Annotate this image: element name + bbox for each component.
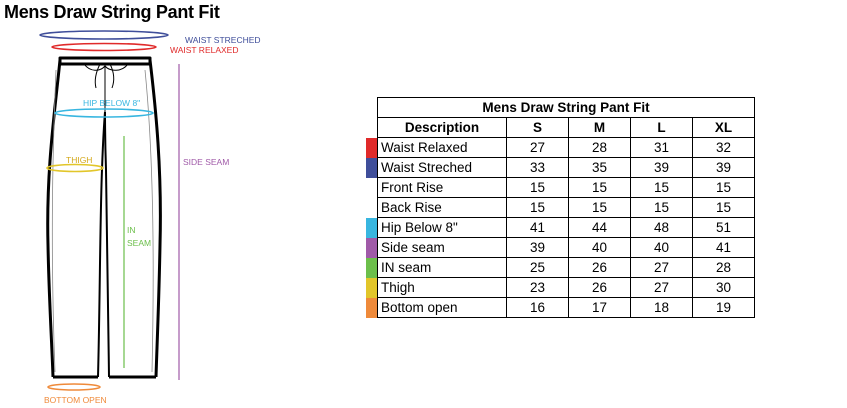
label-hip-below: HIP BELOW 8" xyxy=(83,98,141,108)
row-description: Thigh xyxy=(378,278,507,298)
table-row xyxy=(366,298,755,318)
row-value: 44 xyxy=(569,218,631,238)
row-value: 19 xyxy=(693,298,755,318)
row-value: 31 xyxy=(631,138,693,158)
row-value: 15 xyxy=(569,178,631,198)
bottom-open-ellipse xyxy=(48,384,100,390)
row-value: 28 xyxy=(569,138,631,158)
row-value: 32 xyxy=(693,138,755,158)
row-value: 15 xyxy=(693,198,755,218)
table-row xyxy=(366,278,755,298)
row-value: 27 xyxy=(507,138,569,158)
row-value: 51 xyxy=(693,218,755,238)
row-value: 48 xyxy=(631,218,693,238)
row-value: 40 xyxy=(631,238,693,258)
row-value: 41 xyxy=(507,218,569,238)
size-table xyxy=(366,97,755,318)
color-swatch xyxy=(366,298,378,318)
waist-relaxed-ellipse xyxy=(52,44,156,51)
table-row xyxy=(366,198,755,218)
waist-streched-ellipse xyxy=(40,31,168,39)
color-swatch xyxy=(366,238,378,258)
label-in-seam xyxy=(127,224,151,250)
row-value: 26 xyxy=(569,278,631,298)
row-value: 25 xyxy=(507,258,569,278)
color-swatch xyxy=(366,178,378,198)
row-description: Front Rise xyxy=(378,178,507,198)
label-waist-streched: WAIST STRECHED xyxy=(185,35,261,45)
row-value: 40 xyxy=(569,238,631,258)
row-value: 16 xyxy=(507,298,569,318)
row-description: Hip Below 8" xyxy=(378,218,507,238)
row-value: 18 xyxy=(631,298,693,318)
row-value: 15 xyxy=(631,178,693,198)
thigh-ellipse xyxy=(47,165,103,172)
row-value: 41 xyxy=(693,238,755,258)
header-size-l: L xyxy=(631,118,693,138)
row-value: 35 xyxy=(569,158,631,178)
row-value: 15 xyxy=(693,178,755,198)
row-value: 30 xyxy=(693,278,755,298)
table-title: Mens Draw String Pant Fit xyxy=(378,98,755,118)
table-row xyxy=(366,158,755,178)
row-value: 39 xyxy=(631,158,693,178)
color-swatch xyxy=(366,278,378,298)
table-row xyxy=(366,218,755,238)
table-row xyxy=(366,138,755,158)
row-value: 15 xyxy=(631,198,693,218)
table-row xyxy=(366,258,755,278)
row-value: 15 xyxy=(507,178,569,198)
row-value: 39 xyxy=(507,238,569,258)
color-swatch xyxy=(366,138,378,158)
header-description: Description xyxy=(378,118,507,138)
label-bottom-open: BOTTOM OPEN xyxy=(44,395,107,405)
header-size-m: M xyxy=(569,118,631,138)
header-size-s: S xyxy=(507,118,569,138)
row-value: 15 xyxy=(569,198,631,218)
header-size-xl: XL xyxy=(693,118,755,138)
color-swatch xyxy=(366,218,378,238)
swatch-blank xyxy=(366,118,378,138)
table-row xyxy=(366,178,755,198)
row-value: 27 xyxy=(631,278,693,298)
label-side-seam: SIDE SEAM xyxy=(183,157,230,167)
row-description: IN seam xyxy=(378,258,507,278)
row-value: 23 xyxy=(507,278,569,298)
row-value: 39 xyxy=(693,158,755,178)
row-value: 27 xyxy=(631,258,693,278)
color-swatch xyxy=(366,158,378,178)
table-row xyxy=(366,238,755,258)
row-value: 15 xyxy=(507,198,569,218)
row-description: Side seam xyxy=(378,238,507,258)
color-swatch xyxy=(366,198,378,218)
label-in-seam-line2: SEAM xyxy=(127,238,152,248)
row-value: 33 xyxy=(507,158,569,178)
page-title: Mens Draw String Pant Fit xyxy=(4,2,220,22)
label-waist-relaxed: WAIST RELAXED xyxy=(170,45,239,55)
color-swatch xyxy=(366,258,378,278)
label-thigh: THIGH xyxy=(66,155,93,165)
row-description: Waist Streched xyxy=(378,158,507,178)
pant-diagram xyxy=(0,0,300,408)
row-description: Back Rise xyxy=(378,198,507,218)
swatch-blank xyxy=(366,98,378,118)
label-in-seam-line1: IN xyxy=(127,225,136,235)
row-description: Waist Relaxed xyxy=(378,138,507,158)
row-value: 28 xyxy=(693,258,755,278)
row-value: 26 xyxy=(569,258,631,278)
table-title-row xyxy=(366,98,755,118)
row-description: Bottom open xyxy=(378,298,507,318)
row-value: 17 xyxy=(569,298,631,318)
table-header-row xyxy=(366,118,755,138)
